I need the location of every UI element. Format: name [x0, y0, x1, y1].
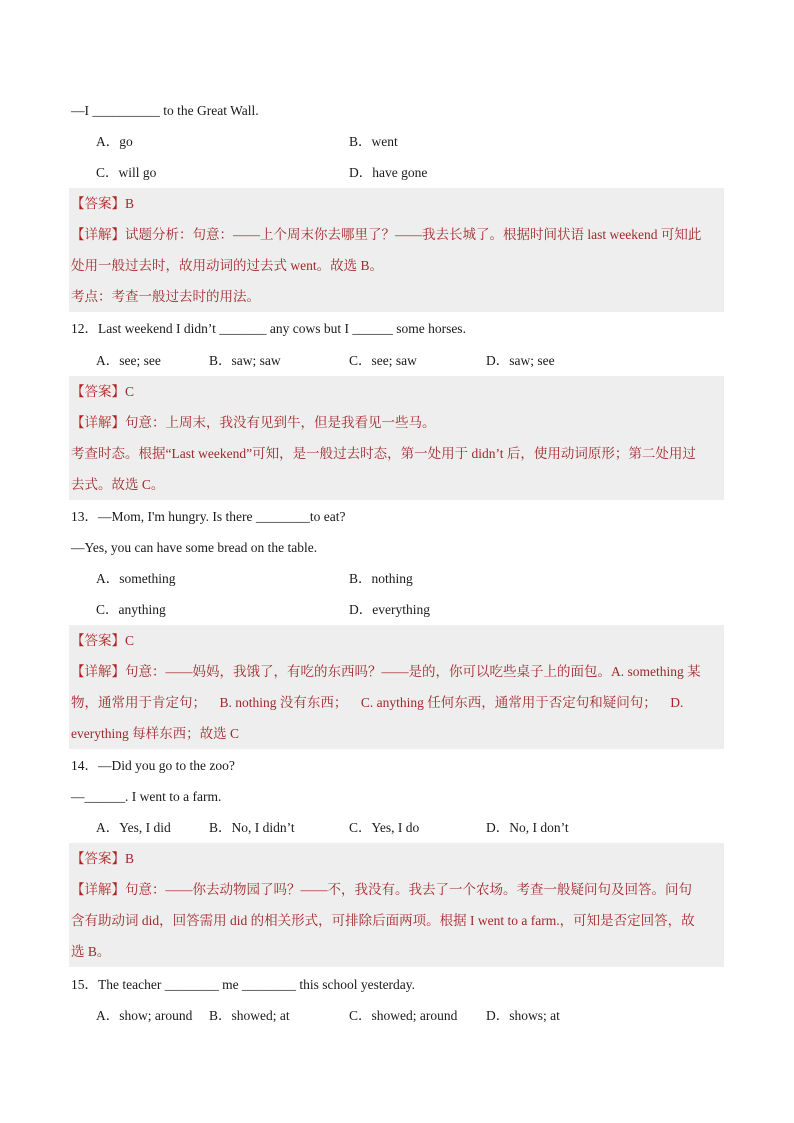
q13-option-b: B．nothing	[349, 571, 413, 586]
q15-option-a: A．show; around	[96, 1008, 193, 1023]
detail-text: 句意：——你去动物园了吗？——不，我没有。我去了一个农场。考查一般疑问句及回答。问句	[125, 882, 692, 897]
answer-tag: 【答案】	[71, 384, 125, 399]
q12-detail-line-2: 考查时态。根据“Last weekend”可知，是一般过去时态，第一处用于 didn’t 后，使用动词原形；第二处用过	[71, 446, 696, 461]
q11-option-d: D．have gone	[349, 165, 428, 180]
q13-answer-line	[71, 625, 722, 656]
q15-option-d: D．shows; at	[486, 1008, 560, 1023]
answer-value: B	[125, 851, 135, 866]
question-11-answer-line: —I __________ to the Great Wall.	[71, 103, 259, 118]
q12-option-c: C．see; saw	[349, 353, 417, 368]
detail-tag: 【详解】	[71, 227, 125, 242]
q14-detail-line-3: 选 B。	[71, 944, 111, 959]
detail-text: 试题分析：句意：——上个周末你去哪里了？——我去长城了。根据时间状语 last weekend 可知此	[125, 227, 702, 242]
q11-detail-line-3: 考点：考查一般过去时的用法。	[71, 289, 260, 304]
q14-answer-block	[69, 843, 724, 967]
q15-option-c: C．showed; around	[349, 1008, 458, 1023]
q13-option-a: A．something	[96, 571, 176, 586]
q12-option-a: A．see; see	[96, 353, 161, 368]
question-13-stem: 13．—Mom, I'm hungry. Is there ________to eat?	[71, 509, 346, 524]
detail-tag: 【详解】	[71, 664, 125, 679]
answer-value: C	[125, 633, 135, 648]
question-12-stem: 12．Last weekend I didn’t _______ any cows but I ______ some horses.	[71, 321, 466, 336]
q13-detail-line-1	[71, 656, 722, 687]
q11-answer-line	[71, 188, 722, 219]
q11-detail-line-2: 处用一般过去时，故用动词的过去式 went。故选 B。	[71, 258, 383, 273]
q13-detail-line-2: 物，通常用于肯定句； B. nothing 没有东西； C. anything 任何东西，通常用于否定句和疑问句； D.	[71, 695, 684, 710]
q11-option-b: B．went	[349, 134, 398, 149]
q13-detail-line-3: everything 每样东西；故选 C	[71, 726, 239, 741]
q13-option-d: D．everything	[349, 602, 430, 617]
q13-answer-block	[69, 625, 724, 749]
q11-detail-line-1	[71, 219, 722, 250]
q12-detail-line-1	[71, 407, 722, 438]
question-14-stem-2: —______. I went to a farm.	[71, 789, 222, 804]
q12-detail-line-3: 去式。故选 C。	[71, 477, 165, 492]
q12-answer-line	[71, 376, 722, 407]
q12-option-b: B．saw; saw	[209, 353, 281, 368]
answer-value: C	[125, 384, 135, 399]
q14-option-d: D．No, I don’t	[486, 820, 569, 835]
q14-option-b: B．No, I didn’t	[209, 820, 295, 835]
question-14-stem: 14．—Did you go to the zoo?	[71, 758, 235, 773]
q14-option-a: A．Yes, I did	[96, 820, 171, 835]
q12-answer-block	[69, 376, 724, 500]
answer-tag: 【答案】	[71, 196, 125, 211]
question-15-stem: 15．The teacher ________ me ________ this school yesterday.	[71, 977, 416, 992]
answer-tag: 【答案】	[71, 851, 125, 866]
q12-option-d: D．saw; see	[486, 353, 555, 368]
answer-tag: 【答案】	[71, 633, 125, 648]
question-13-stem-2: —Yes, you can have some bread on the table.	[71, 540, 318, 555]
q11-option-a: A．go	[96, 134, 133, 149]
q14-detail-line-1	[71, 874, 722, 905]
q11-answer-block	[69, 188, 724, 312]
q15-option-b: B．showed; at	[209, 1008, 290, 1023]
detail-tag: 【详解】	[71, 415, 125, 430]
detail-text: 句意：上周末，我没有见到牛，但是我看见一些马。	[125, 415, 436, 430]
q13-option-c: C．anything	[96, 602, 166, 617]
q11-option-c: C．will go	[96, 165, 157, 180]
answer-value: B	[125, 196, 135, 211]
detail-text: 句意：——妈妈，我饿了，有吃的东西吗？——是的，你可以吃些桌子上的面包。A. something 某	[125, 664, 701, 679]
q14-option-c: C．Yes, I do	[349, 820, 420, 835]
q14-detail-line-2: 含有助动词 did，回答需用 did 的相关形式，可排除后面两项。根据 I went to a farm.，可知是否定回答，故	[71, 913, 695, 928]
detail-tag: 【详解】	[71, 882, 125, 897]
q14-answer-line	[71, 843, 722, 874]
